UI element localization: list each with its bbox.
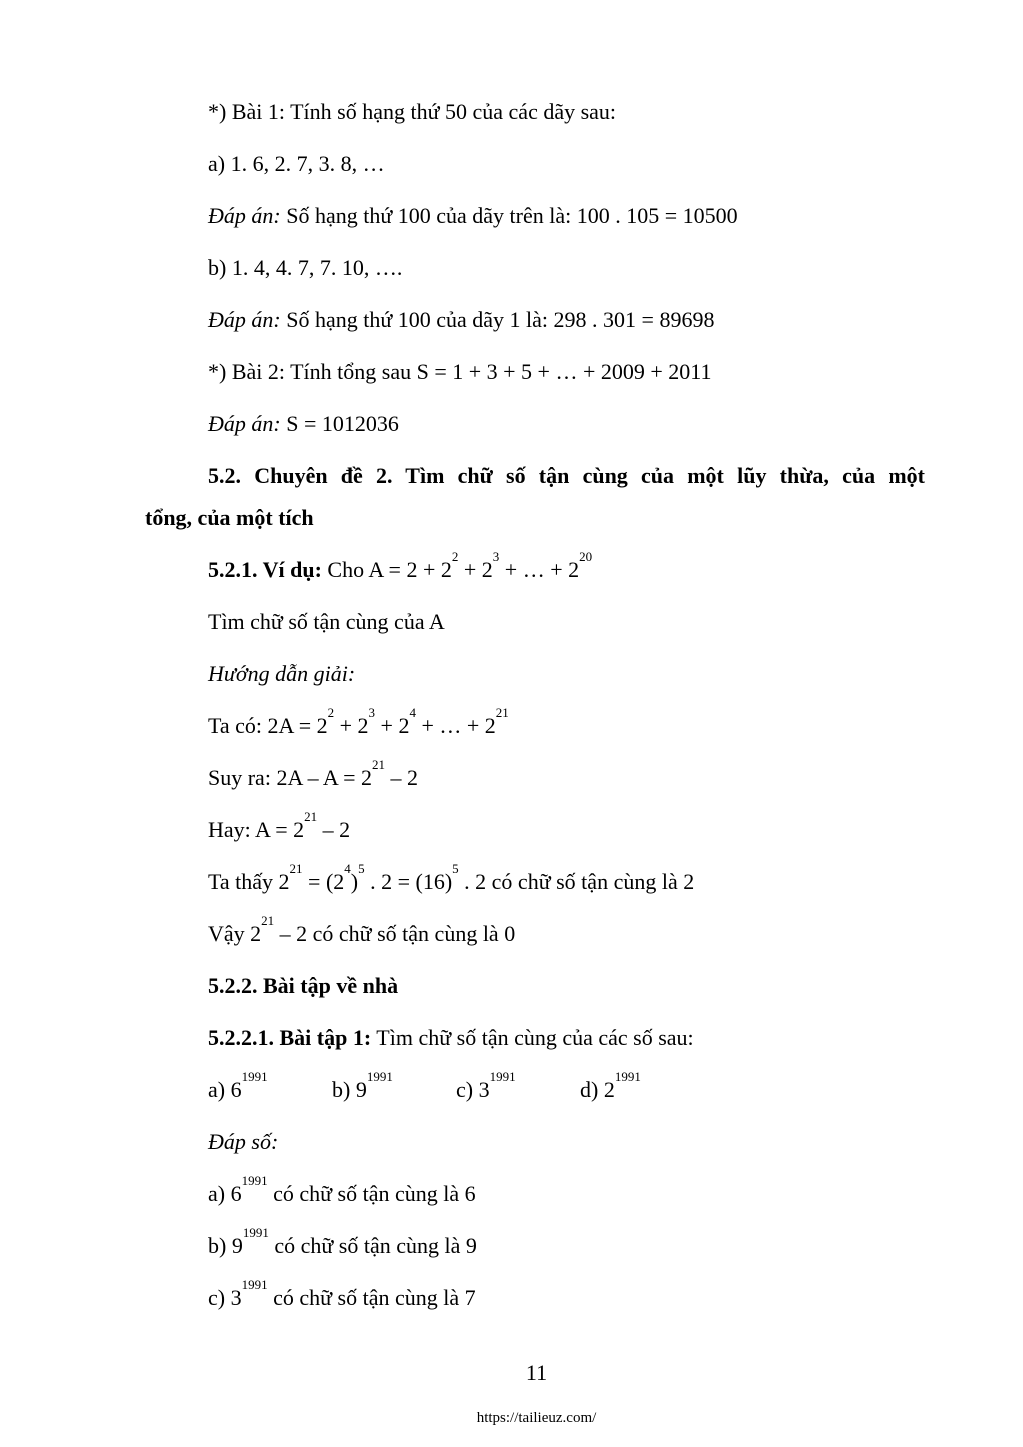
exponent: 21 (289, 861, 303, 876)
example-text: + … + 2 (499, 557, 580, 582)
exponent: 2 (451, 549, 459, 564)
example-label: 5.2.1. Ví dụ: (208, 557, 322, 582)
option-item (456, 1069, 580, 1104)
answer-text: có chữ số tận cùng là 6 (267, 1181, 476, 1206)
bai2-answer (208, 410, 399, 438)
exponent: 21 (304, 809, 318, 824)
answer-label: Đáp án: (208, 203, 281, 228)
math-text: ) (350, 869, 359, 894)
math-text: + 2 (375, 713, 410, 738)
example-text: Cho A = 2 + 2 (321, 557, 452, 582)
math-text: . 2 = (16) (364, 869, 453, 894)
bai2-title: *) Bài 2: Tính tổng sau S = 1 + 3 + 5 + … + 2009 + 2011 (208, 359, 712, 384)
example-statement (208, 549, 593, 584)
math-text: + … + 2 (415, 713, 496, 738)
exponent: 1991 (489, 1069, 516, 1084)
option-text: d) 2 (580, 1077, 615, 1102)
homework-options (208, 1069, 641, 1104)
math-text: Suy ra: 2A – A = 2 (208, 765, 372, 790)
math-text: Hay: A = 2 (208, 817, 305, 842)
section-heading-line1: 5.2. Chuyên đề 2. Tìm chữ số tận cùng của một lũy thừa, của một (208, 463, 925, 488)
math-text: + 2 (334, 713, 369, 738)
exponent: 5 (452, 861, 459, 876)
math-text: . 2 có chữ số tận cùng là 2 (458, 869, 695, 894)
option-text: c) 3 (456, 1077, 490, 1102)
exponent: 21 (261, 913, 275, 928)
math-text: = (2 (302, 869, 345, 894)
exponent: 1991 (241, 1277, 268, 1292)
answer-item (208, 1277, 476, 1312)
exponent: 2 (327, 705, 335, 720)
answer-text: b) 9 (208, 1233, 243, 1258)
answer-label: Đáp án: (208, 411, 281, 436)
exponent: 1991 (242, 1225, 269, 1240)
answer-label: Đáp án: (208, 307, 281, 332)
exponent: 20 (579, 549, 593, 564)
exponent: 4 (409, 705, 416, 720)
answer-text: a) 6 (208, 1181, 242, 1206)
exponent: 1991 (614, 1069, 641, 1084)
exponent: 1991 (241, 1173, 268, 1188)
option-text: b) 9 (332, 1077, 367, 1102)
exponent: 1991 (241, 1069, 268, 1084)
answer-item (208, 1225, 477, 1260)
example-find: Tìm chữ số tận cùng của A (208, 609, 445, 634)
solution-line-tathay (208, 861, 695, 896)
solution-guide-heading: Hướng dẫn giải: (208, 661, 356, 686)
exponent: 3 (368, 705, 376, 720)
bai1-title: *) Bài 1: Tính số hạng thứ 50 của các dãy sau: (208, 99, 617, 124)
exponent: 3 (492, 549, 500, 564)
bai1-part-a: a) 1. 6, 2. 7, 3. 8, … (208, 151, 385, 176)
answer-text: Số hạng thứ 100 của dãy 1 là: 298 . 301 = 89698 (280, 307, 715, 332)
exponent: 1991 (366, 1069, 393, 1084)
answer-item (208, 1173, 476, 1208)
math-text: Ta thấy 2 (208, 869, 290, 894)
ex1-text: Tìm chữ số tận cùng của các số sau: (371, 1025, 694, 1050)
answer-heading: Đáp số: (208, 1129, 279, 1154)
option-text: a) 6 (208, 1077, 242, 1102)
exponent: 21 (371, 757, 385, 772)
example-text: + 2 (458, 557, 493, 582)
answer-text: S = 1012036 (280, 411, 399, 436)
page-number: 11 (525, 1360, 548, 1385)
math-text: – 2 (317, 817, 351, 842)
bai1-a-answer (208, 202, 738, 230)
math-text: – 2 (384, 765, 418, 790)
homework-heading: 5.2.2. Bài tập về nhà (208, 973, 399, 998)
solution-line-vay (208, 913, 516, 948)
math-text: Vậy 2 (208, 921, 262, 946)
answer-text: Số hạng thứ 100 của dãy trên là: 100 . 105 = 10500 (280, 203, 738, 228)
exponent: 5 (358, 861, 365, 876)
solution-line-suyra (208, 757, 418, 792)
option-item (580, 1069, 641, 1104)
ex1-label: 5.2.2.1. Bài tập 1: (208, 1025, 372, 1050)
bai1-part-b: b) 1. 4, 4. 7, 7. 10, …. (208, 255, 403, 280)
answer-text: có chữ số tận cùng là 9 (268, 1233, 477, 1258)
exponent: 21 (495, 705, 509, 720)
math-text: – 2 có chữ số tận cùng là 0 (274, 921, 516, 946)
solution-line-taco (208, 705, 509, 740)
footer-url[interactable]: https://tailieuz.com/ (476, 1410, 597, 1426)
homework-ex1 (208, 1024, 694, 1052)
exponent: 4 (344, 861, 351, 876)
section-heading-line2: tổng, của một tích (145, 505, 314, 530)
option-item (332, 1069, 456, 1104)
answer-text: c) 3 (208, 1285, 242, 1310)
option-item (208, 1069, 332, 1104)
solution-line-hay (208, 809, 351, 844)
math-text: Ta có: 2A = 2 (208, 713, 328, 738)
answer-text: có chữ số tận cùng là 7 (267, 1285, 476, 1310)
bai1-b-answer (208, 306, 714, 334)
